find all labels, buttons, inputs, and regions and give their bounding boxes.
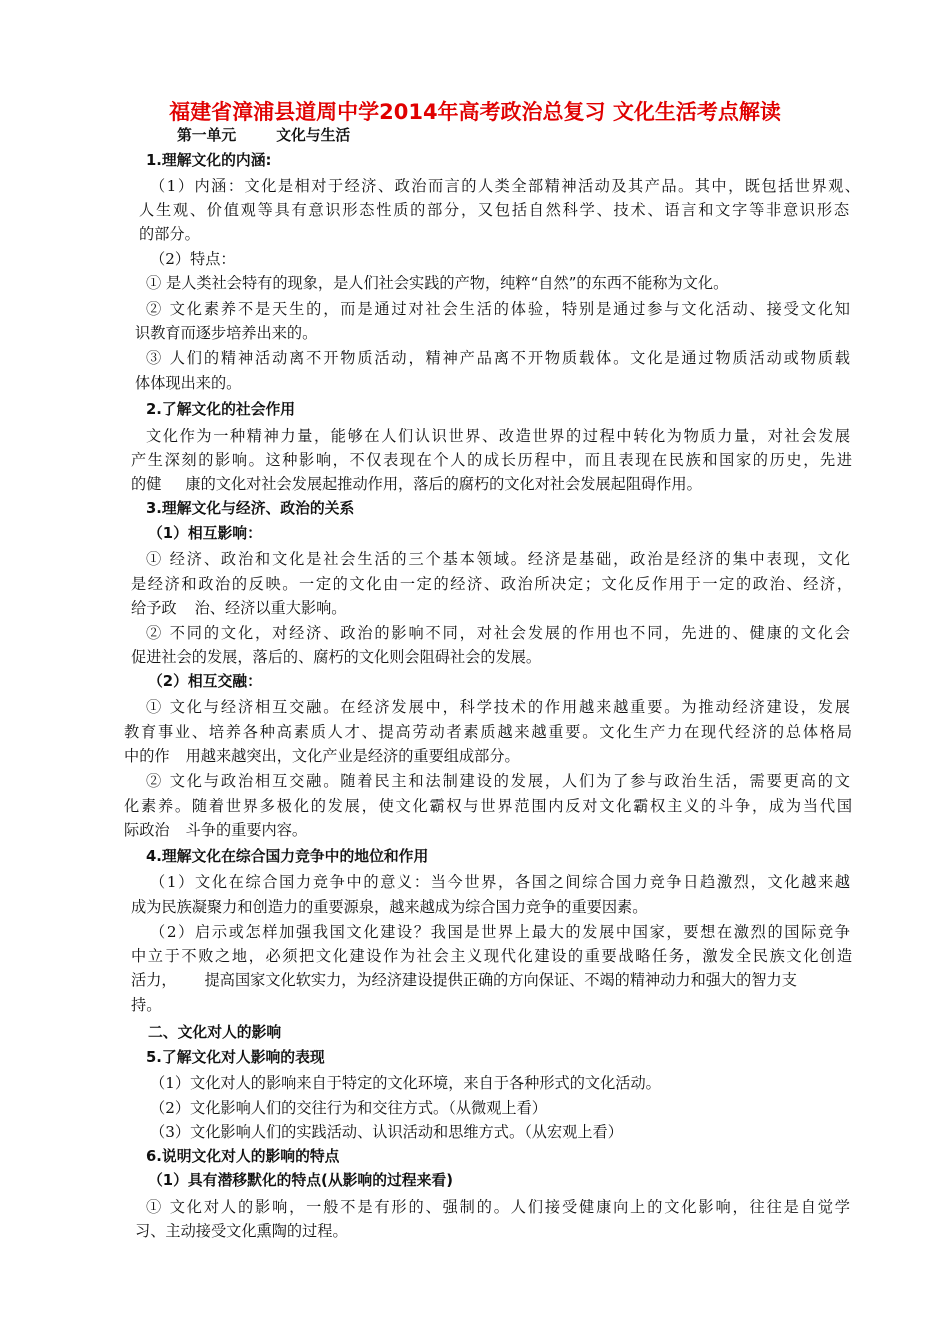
list-item: （2）文化影响人们的交往行为和交往方式。（从微观上看）: [150, 1099, 547, 1117]
unit-label: 第一单元: [177, 127, 237, 144]
list-item: ① 是人类社会特有的现象，是人们社会实践的产物，纯粹“自然”的东西不能称为文化。: [146, 274, 729, 292]
text-fragment: 际政治: [124, 821, 170, 839]
list-item: ① 经济、政治和文化是社会生活的三个基本领域。经济是基础，政治是经济的集中表现，文化: [146, 550, 850, 568]
list-item: 体体现出来的。: [135, 374, 242, 392]
list-item: ② 文化素养不是天生的，而是通过对社会生活的体验，特别是通过参与文化活动、接受文化知: [146, 300, 850, 318]
paragraph-line: （1）内涵：文化是相对于经济、政治而言的人类全部精神活动及其产品。其中，既包括世界观、: [150, 177, 860, 195]
subheading: （1）相互影响：: [148, 525, 262, 542]
paragraph-line: （1）文化在综合国力竞争中的意义：当今世界，各国之间综合国力竞争日趋激烈，文化越来越: [150, 873, 850, 891]
subheading: （2）相互交融：: [148, 673, 262, 690]
list-item: 教育事业、培养各种高素质人才、提高劳动者素质越来越重要。文化生产力在现代经济的总体格局: [124, 723, 852, 741]
list-item: 识教育而逐步培养出来的。: [135, 324, 318, 342]
paragraph-line: [131, 473, 702, 495]
section-heading-6: 6.说明文化对人的影响的特点: [146, 1148, 340, 1165]
text-fragment: 中的作: [124, 747, 170, 765]
paragraph-line: 持。: [131, 996, 162, 1014]
section-heading-3: 3.理解文化与经济、政治的关系: [146, 500, 355, 517]
part-heading-2: 二、文化对人的影响: [148, 1024, 282, 1041]
text-fragment: 活力，: [131, 971, 177, 989]
section-heading-1: 1.理解文化的内涵:: [146, 152, 272, 169]
text-fragment: 治、经济以重大影响。: [194, 599, 347, 617]
unit-name: 文化与生活: [276, 127, 351, 144]
list-item: ③ 人们的精神活动离不开物质活动，精神产品离不开物质载体。文化是通过物质活动或物质载: [146, 349, 850, 367]
paragraph-line: 文化作为一种精神力量，能够在人们认识世界、改造世界的过程中转化为物质力量，对社会发展: [146, 427, 850, 445]
section-heading-2: 2.了解文化的社会作用: [146, 401, 296, 418]
paragraph-line: 的部分。: [139, 225, 200, 243]
text-fragment: 斗争的重要内容。: [185, 821, 308, 839]
list-item: 习、主动接受文化熏陶的过程。: [135, 1222, 348, 1240]
list-item: 是经济和政治的反映。一定的文化由一定的经济、政治所决定；文化反作用于一定的政治、经济，: [131, 575, 852, 593]
text-fragment: 给予政: [131, 599, 177, 617]
text-fragment: 的健: [131, 475, 162, 493]
list-item: （3）文化影响人们的实践活动、认识活动和思维方式。（从宏观上看）: [150, 1123, 623, 1141]
text-fragment: 提高国家文化软实力，为经济建设提供正确的方向保证、不竭的精神动力和强大的智力支: [204, 971, 797, 989]
paragraph-line: （2）启示或怎样加强我国文化建设？我国是世界上最大的发展中国家，要想在激烈的国际竞争: [150, 923, 850, 941]
paragraph-line: 人生观、价值观等具有意识形态性质的部分，又包括自然科学、技术、语言和文字等非意识形态: [139, 201, 849, 219]
list-item: ① 文化对人的影响，一般不是有形的、强制的。人们接受健康向上的文化影响，往往是自觉学: [146, 1198, 850, 1216]
subheading: （1）具有潜移默化的特点(从影响的过程来看): [148, 1172, 453, 1189]
list-item: ① 文化与经济相互交融。在经济发展中，科学技术的作用越来越重要。为推动经济建设，发展: [146, 698, 850, 716]
paragraph-line: 成为民族凝聚力和创造力的重要源泉，越来越成为综合国力竞争的重要因素。: [131, 898, 648, 916]
list-item: [131, 597, 346, 619]
document-title: 福建省漳浦县道周中学2014年高考政治总复习 文化生活考点解读: [169, 100, 781, 124]
list-item: ② 不同的文化，对经济、政治的影响不同，对社会发展的作用也不同，先进的、健康的文化会: [146, 624, 850, 642]
list-item: [124, 745, 520, 767]
text-fragment: 用越来越突出，文化产业是经济的重要组成部分。: [185, 747, 520, 765]
list-item: [124, 819, 307, 841]
list-item: 促进社会的发展，落后的、腐朽的文化则会阻碍社会的发展。: [131, 648, 542, 666]
paragraph-line: [131, 969, 797, 991]
list-item: （1）文化对人的影响来自于特定的文化环境，来自于各种形式的文化活动。: [150, 1074, 661, 1092]
section-heading-5: 5.了解文化对人影响的表现: [146, 1049, 325, 1066]
list-item: 化素养。随着世界多极化的发展，使文化霸权与世界范围内反对文化霸权主义的斗争，成为当代国: [124, 797, 852, 815]
list-item: ② 文化与政治相互交融。随着民主和法制建设的发展，人们为了参与政治生活，需要更高的文: [146, 772, 850, 790]
text-fragment: 康的文化对社会发展起推动作用，落后的腐朽的文化对社会发展起阻碍作用。: [185, 475, 702, 493]
paragraph-line: （2）特点：: [150, 250, 236, 268]
paragraph-line: 产生深刻的影响。这种影响，不仅表现在个人的成长历程中，而且表现在民族和国家的历史，先进: [131, 451, 852, 469]
unit-heading: [177, 125, 350, 147]
paragraph-line: 中立于不败之地，必须把文化建设作为社会主义现代化建设的重要战略任务，激发全民族文化创造: [131, 947, 852, 965]
section-heading-4: 4.理解文化在综合国力竞争中的地位和作用: [146, 848, 429, 865]
